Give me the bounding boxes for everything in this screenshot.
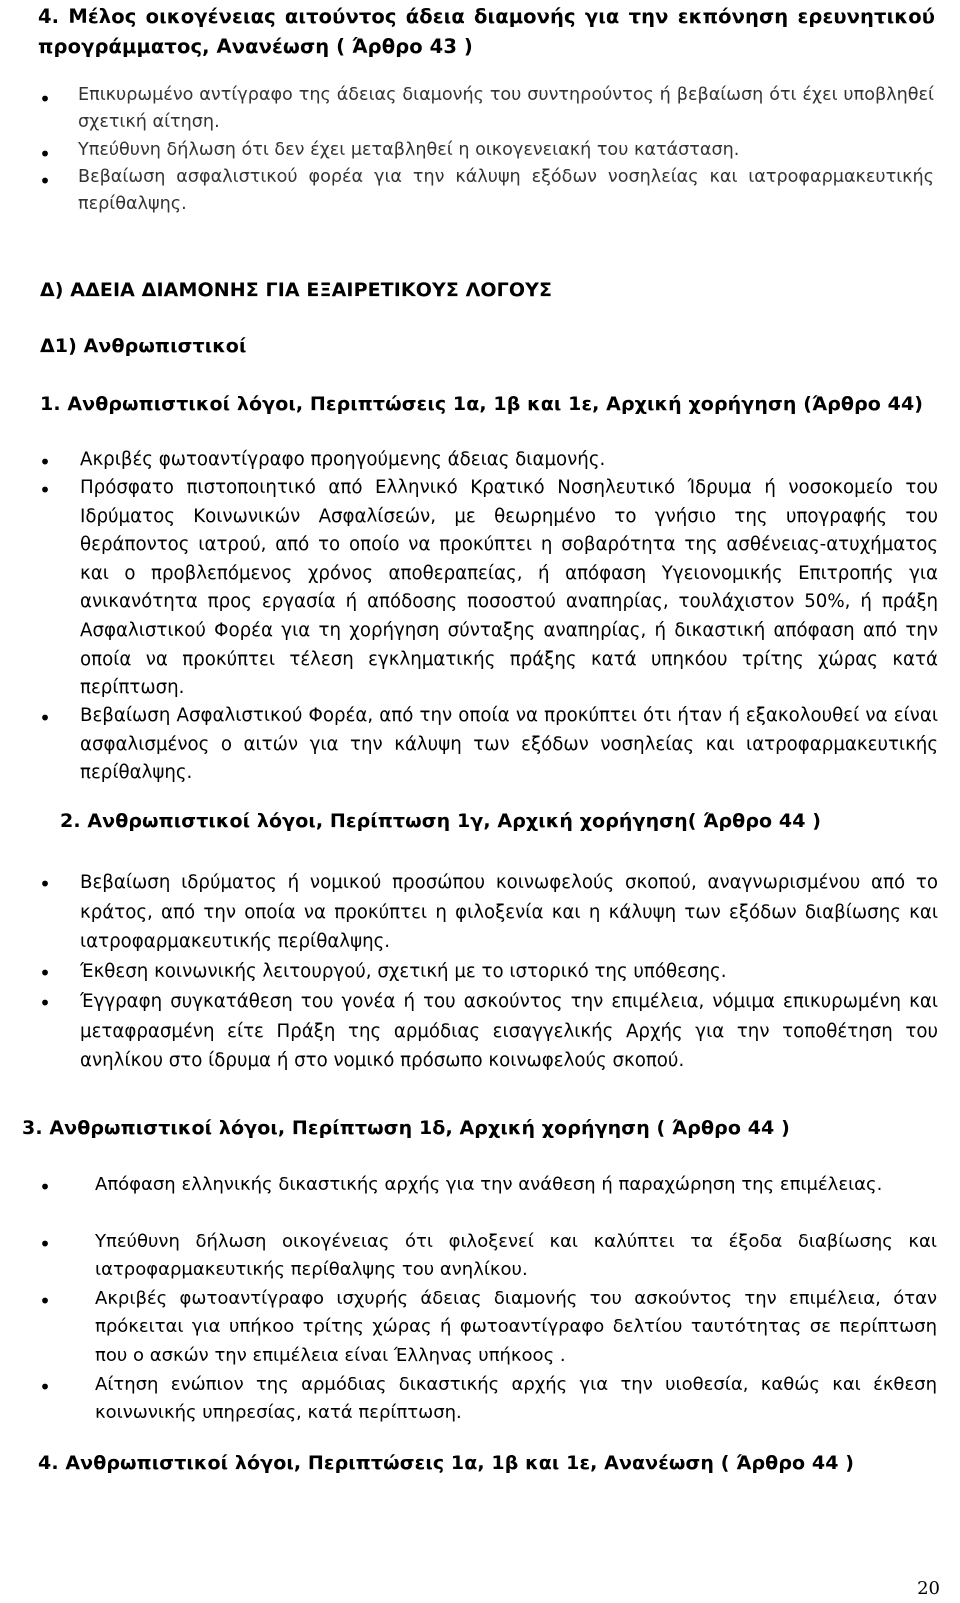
bullet-icon: •: [39, 961, 51, 985]
bullet-icon: •: [39, 1375, 51, 1399]
page-number: 20: [917, 1578, 940, 1599]
list-item: Έκθεση κοινωνικής λειτουργού, σχετική με το ιστορικό της υπόθεσης.: [80, 961, 727, 982]
bullet-icon: •: [39, 142, 51, 166]
bullet-icon: •: [39, 478, 51, 502]
list-item: Πρόσφατο πιστοποιητικό από Ελληνικό Κρατικό Νοσηλευτικό Ίδρυμα ή νοσοκομείο του Ιδρύματος Κοινωνικών Ασφαλίσεών, με θεωρημένο το γνήσιο της υπογραφής του θεράποντος ιατρού, από το οποίο να προκύπτει η σοβαρότητα της ασθένειας-ατυχήματος και ο προβλεπόμενος χρόνος αποθεραπείας, ή απόφαση Υγειονομικής Επιτροπής για ανικανότητα προς εργασία ή απόδοσης ποσοστού αναπηρίας, τουλάχιστον 50%, ή πράξη Ασφαλιστικού Φορέα για τη χορήγηση σύνταξης αναπηρίας, ή δικαστική απόφαση από την οποία να προκύπτει τέλεση εγκληματικής πράξης κατά υπηκόου τρίτης χώρας κατά περίπτωση.: [80, 477, 938, 699]
section-heading: 4. Μέλος οικογένειας αιτούντος άδεια διαμονής για την εκπόνηση ερευνητικού προγράμματος, Ανανέωση ( Άρθρο 43 ): [38, 5, 935, 58]
list-item: Έγγραφη συγκατάθεση του γονέα ή του ασκούντος την επιμέλεια, νόμιμα επικυρωμένη και μεταφρασμένη είτε Πράξη της αρμόδιας εισαγγελικής Αρχής για την τοποθέτηση του ανηλίκου στο ίδρυμα ή στο νομικό πρόσωπο κοινωφελούς σκοπού.: [80, 991, 938, 1072]
section-subtitle: Δ1) Ανθρωπιστικοί: [40, 335, 247, 357]
section-title: Δ) ΑΔΕΙΑ ΔΙΑΜΟΝΗΣ ΓΙΑ ΕΞΑΙΡΕΤΙΚΟΥΣ ΛΟΓΟΥΣ: [40, 279, 553, 301]
bullet-icon: •: [39, 872, 51, 896]
bullet-icon: •: [39, 1232, 51, 1256]
list-item: Επικυρωμένο αντίγραφο της άδειας διαμονής του συντηρούντος ή βεβαίωση ότι έχει υποβληθεί σχετική αίτηση.: [78, 85, 934, 133]
list-item: Βεβαίωση ιδρύματος ή νομικού προσώπου κοινωφελούς σκοπού, αναγνωρισμένου από το κράτος, από την οποία να προκύπτει η φιλοξενία και η κάλυψη των εξόδων διαβίωσης και ιατροφαρμακευτικής περίθαλψης.: [80, 872, 938, 953]
list-item: Βεβαίωση Ασφαλιστικού Φορέα, από την οποία να προκύπτει ότι ήταν ή εξακολουθεί να είναι ασφαλισμένος ο αιτών για την κάλυψη των εξόδων νοσηλείας και ιατροφαρμακευτικής περίθαλψης.: [80, 705, 938, 784]
list-item: Υπεύθυνη δήλωση ότι δεν έχει μεταβληθεί η οικογενειακή του κατάσταση.: [78, 140, 740, 160]
bullet-icon: •: [39, 87, 51, 111]
bullet-icon: •: [39, 706, 51, 730]
list-item: Υπεύθυνη δήλωση οικογένειας ότι φιλοξενεί και καλύπτει τα έξοδα διαβίωσης και ιατροφαρμακευτικής περίθαλψης του ανηλίκου.: [95, 1231, 937, 1281]
bullet-icon: •: [39, 450, 51, 474]
case-heading: 1. Ανθρωπιστικοί λόγοι, Περιπτώσεις 1α, 1β και 1ε, Αρχική χορήγηση (Άρθρο 44): [40, 393, 924, 415]
bullet-icon: •: [39, 169, 51, 193]
case-heading: 3. Ανθρωπιστικοί λόγοι, Περίπτωση 1δ, Αρχική χορήγηση ( Άρθρο 44 ): [22, 1117, 790, 1139]
list-item: Ακριβές φωτοαντίγραφο ισχυρής άδειας διαμονής του ασκούντος την επιμέλεια, όταν πρόκειται για υπήκοο τρίτης χώρας ή φωτοαντίγραφο δελτίου ταυτότητας σε περίπτωση που ο ασκών την επιμέλεια είναι Έλληνας υπήκοος .: [95, 1288, 937, 1366]
list-item: Απόφαση ελληνικής δικαστικής αρχής για την ανάθεση ή παραχώρηση της επιμέλειας.: [95, 1174, 883, 1195]
case-heading: 2. Ανθρωπιστικοί λόγοι, Περίπτωση 1γ, Αρχική χορήγηση( Άρθρο 44 ): [60, 810, 822, 832]
bullet-icon: •: [39, 991, 51, 1015]
list-item: Ακριβές φωτοαντίγραφο προηγούμενης άδειας διαμονής.: [80, 449, 606, 470]
bullet-icon: •: [39, 1175, 51, 1199]
bullet-icon: •: [39, 1289, 51, 1313]
case-heading: 4. Ανθρωπιστικοί λόγοι, Περιπτώσεις 1α, 1β και 1ε, Ανανέωση ( Άρθρο 44 ): [38, 1452, 855, 1474]
list-item: Βεβαίωση ασφαλιστικού φορέα για την κάλυψη εξόδων νοσηλείας και ιατροφαρμακευτικής περίθαλψης.: [78, 167, 934, 215]
list-item: Αίτηση ενώπιον της αρμόδιας δικαστικής αρχής για την υιοθεσία, καθώς και έκθεση κοινωνικής υπηρεσίας, κατά περίπτωση.: [95, 1374, 937, 1424]
